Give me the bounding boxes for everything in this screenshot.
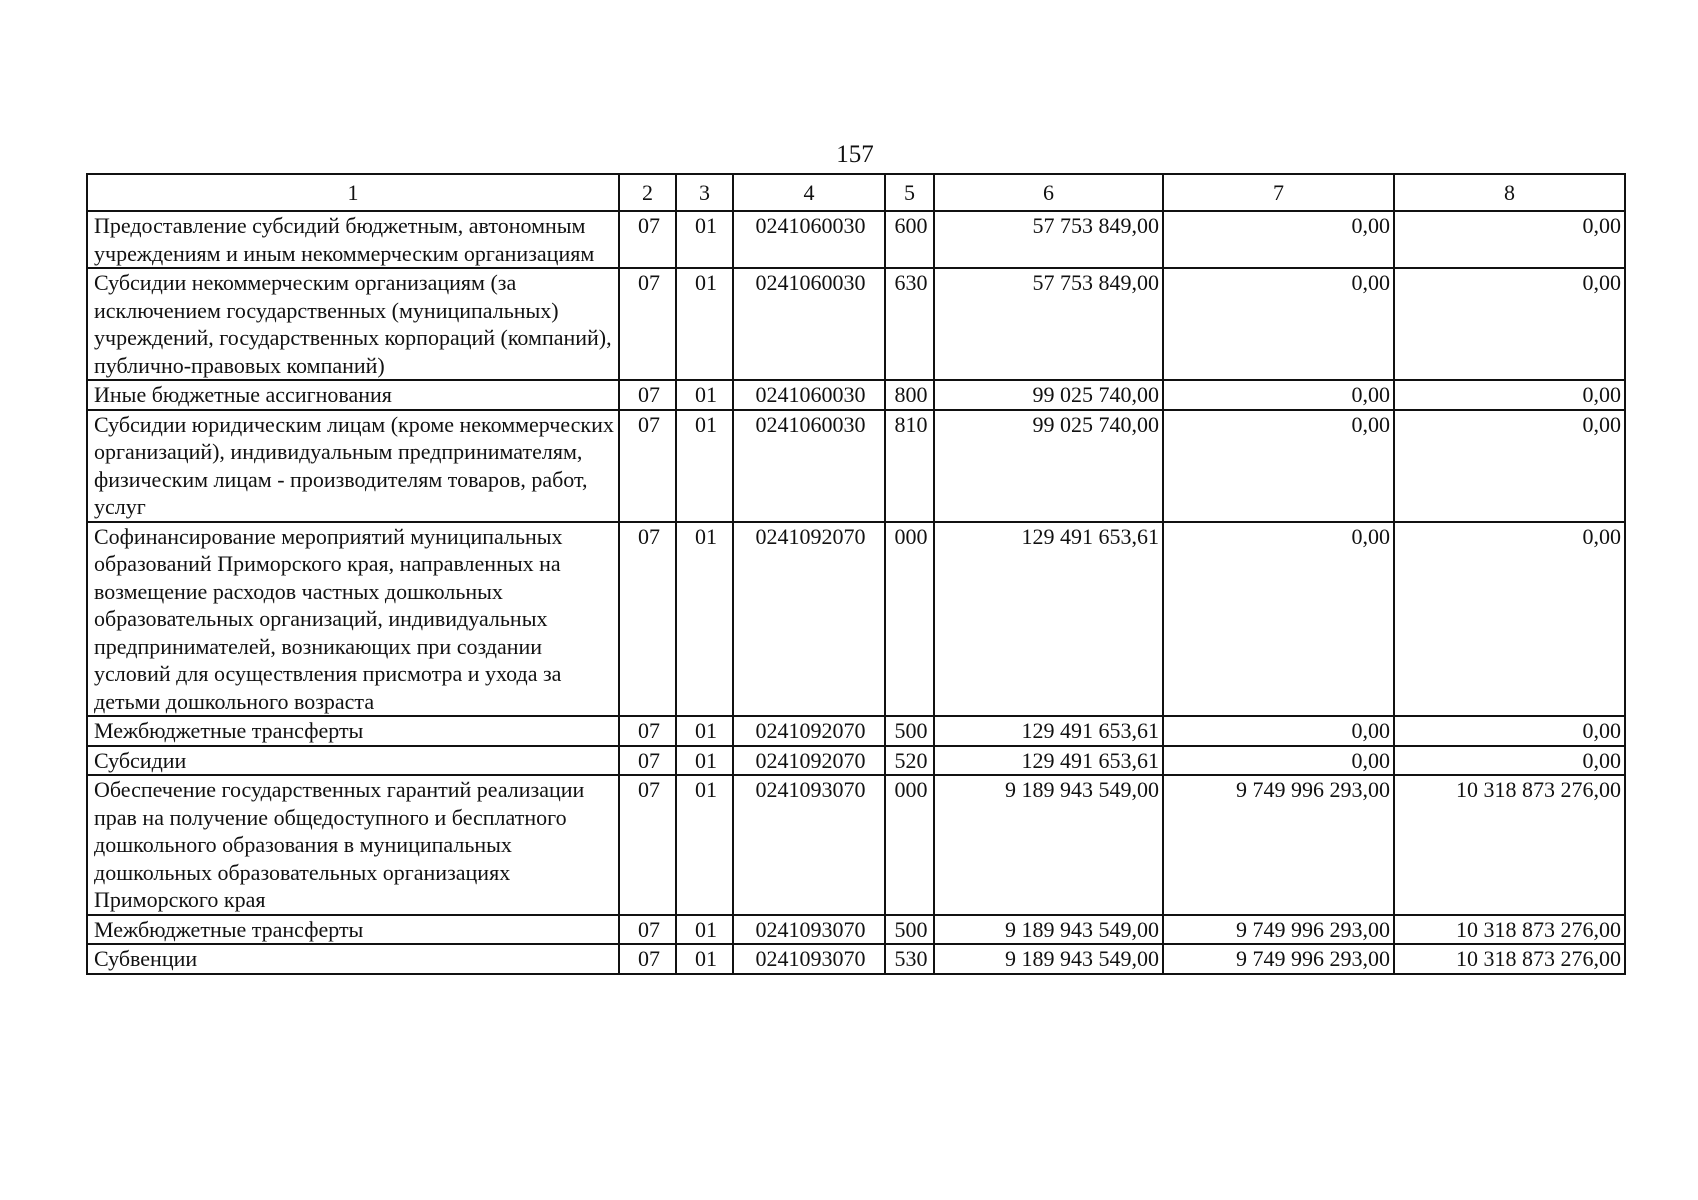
row-name: Софинансирование мероприятий муниципальных образований Приморского края, направленных на возмещение расходов частных дошкольных образовательных организаций, индивидуальных предпринимателей, возникающих при создании условий для осуществления присмотра и ухода за детьми дошкольного возраста <box>87 522 619 717</box>
row-section: 07 <box>619 746 676 776</box>
row-name: Субсидии некоммерческим организациям (за исключением государственных (муниципальных) учреждений, государственных корпораций (компаний), публично-правовых компаний) <box>87 268 619 380</box>
row-amount-7: 9 749 996 293,00 <box>1163 775 1394 915</box>
row-amount-8: 0,00 <box>1394 380 1625 410</box>
row-amount-6: 129 491 653,61 <box>934 746 1163 776</box>
header-col-2: 2 <box>619 174 676 211</box>
row-target-code: 0241093070 <box>733 944 885 974</box>
row-section: 07 <box>619 915 676 945</box>
row-section: 07 <box>619 522 676 717</box>
row-amount-8: 10 318 873 276,00 <box>1394 944 1625 974</box>
row-name: Иные бюджетные ассигнования <box>87 380 619 410</box>
table-row <box>87 380 1625 410</box>
header-col-5: 5 <box>885 174 934 211</box>
row-name: Обеспечение государственных гарантий реализации прав на получение общедоступного и бесплатного дошкольного образования в муниципальных дошкольных образовательных организациях Приморского края <box>87 775 619 915</box>
row-section: 07 <box>619 775 676 915</box>
row-name: Межбюджетные трансферты <box>87 915 619 945</box>
row-target-code: 0241092070 <box>733 522 885 717</box>
row-target-code: 0241060030 <box>733 268 885 380</box>
row-name: Субвенции <box>87 944 619 974</box>
row-amount-6: 129 491 653,61 <box>934 716 1163 746</box>
row-amount-7: 9 749 996 293,00 <box>1163 944 1394 974</box>
row-target-code: 0241092070 <box>733 716 885 746</box>
row-amount-7: 0,00 <box>1163 716 1394 746</box>
row-subsection: 01 <box>676 268 733 380</box>
page-number: 157 <box>836 141 874 168</box>
row-subsection: 01 <box>676 522 733 717</box>
header-row <box>87 174 1625 211</box>
row-amount-6: 129 491 653,61 <box>934 522 1163 717</box>
header-col-6: 6 <box>934 174 1163 211</box>
row-amount-7: 0,00 <box>1163 211 1394 268</box>
table-row <box>87 522 1625 717</box>
row-expense-type: 600 <box>885 211 934 268</box>
row-amount-6: 99 025 740,00 <box>934 410 1163 522</box>
header-col-1: 1 <box>87 174 619 211</box>
row-name: Субсидии <box>87 746 619 776</box>
row-target-code: 0241060030 <box>733 410 885 522</box>
table-row <box>87 410 1625 522</box>
row-amount-8: 0,00 <box>1394 716 1625 746</box>
row-target-code: 0241093070 <box>733 915 885 945</box>
row-expense-type: 530 <box>885 944 934 974</box>
row-subsection: 01 <box>676 716 733 746</box>
row-target-code: 0241060030 <box>733 211 885 268</box>
row-expense-type: 000 <box>885 775 934 915</box>
row-expense-type: 800 <box>885 380 934 410</box>
row-amount-8: 0,00 <box>1394 410 1625 522</box>
row-subsection: 01 <box>676 380 733 410</box>
row-amount-6: 57 753 849,00 <box>934 268 1163 380</box>
row-amount-6: 99 025 740,00 <box>934 380 1163 410</box>
row-expense-type: 520 <box>885 746 934 776</box>
row-expense-type: 630 <box>885 268 934 380</box>
row-section: 07 <box>619 380 676 410</box>
row-subsection: 01 <box>676 915 733 945</box>
row-subsection: 01 <box>676 410 733 522</box>
row-section: 07 <box>619 944 676 974</box>
row-section: 07 <box>619 211 676 268</box>
row-amount-8: 10 318 873 276,00 <box>1394 915 1625 945</box>
row-name: Предоставление субсидий бюджетным, автономным учреждениям и иным некоммерческим организациям <box>87 211 619 268</box>
row-expense-type: 810 <box>885 410 934 522</box>
row-section: 07 <box>619 716 676 746</box>
row-amount-8: 0,00 <box>1394 268 1625 380</box>
header-col-7: 7 <box>1163 174 1394 211</box>
row-subsection: 01 <box>676 746 733 776</box>
row-amount-6: 9 189 943 549,00 <box>934 775 1163 915</box>
row-amount-8: 10 318 873 276,00 <box>1394 775 1625 915</box>
row-amount-7: 0,00 <box>1163 268 1394 380</box>
row-subsection: 01 <box>676 944 733 974</box>
table-row <box>87 211 1625 268</box>
row-expense-type: 500 <box>885 716 934 746</box>
row-section: 07 <box>619 410 676 522</box>
row-amount-6: 57 753 849,00 <box>934 211 1163 268</box>
row-expense-type: 000 <box>885 522 934 717</box>
row-name: Межбюджетные трансферты <box>87 716 619 746</box>
row-amount-8: 0,00 <box>1394 746 1625 776</box>
table-row <box>87 746 1625 776</box>
row-amount-7: 0,00 <box>1163 380 1394 410</box>
row-subsection: 01 <box>676 211 733 268</box>
row-target-code: 0241093070 <box>733 775 885 915</box>
row-amount-7: 0,00 <box>1163 410 1394 522</box>
row-section: 07 <box>619 268 676 380</box>
budget-table <box>86 173 1626 975</box>
header-col-8: 8 <box>1394 174 1625 211</box>
row-amount-7: 0,00 <box>1163 522 1394 717</box>
table-row <box>87 775 1625 915</box>
row-expense-type: 500 <box>885 915 934 945</box>
row-subsection: 01 <box>676 775 733 915</box>
row-amount-6: 9 189 943 549,00 <box>934 944 1163 974</box>
row-target-code: 0241060030 <box>733 380 885 410</box>
header-col-3: 3 <box>676 174 733 211</box>
row-amount-8: 0,00 <box>1394 522 1625 717</box>
row-amount-7: 9 749 996 293,00 <box>1163 915 1394 945</box>
row-name: Субсидии юридическим лицам (кроме некоммерческих организаций), индивидуальным предпринимателям, физическим лицам - производителям товаров, работ, услуг <box>87 410 619 522</box>
table-row <box>87 915 1625 945</box>
row-target-code: 0241092070 <box>733 746 885 776</box>
row-amount-7: 0,00 <box>1163 746 1394 776</box>
table-row <box>87 716 1625 746</box>
table-row <box>87 944 1625 974</box>
row-amount-8: 0,00 <box>1394 211 1625 268</box>
table-row <box>87 268 1625 380</box>
header-col-4: 4 <box>733 174 885 211</box>
row-amount-6: 9 189 943 549,00 <box>934 915 1163 945</box>
